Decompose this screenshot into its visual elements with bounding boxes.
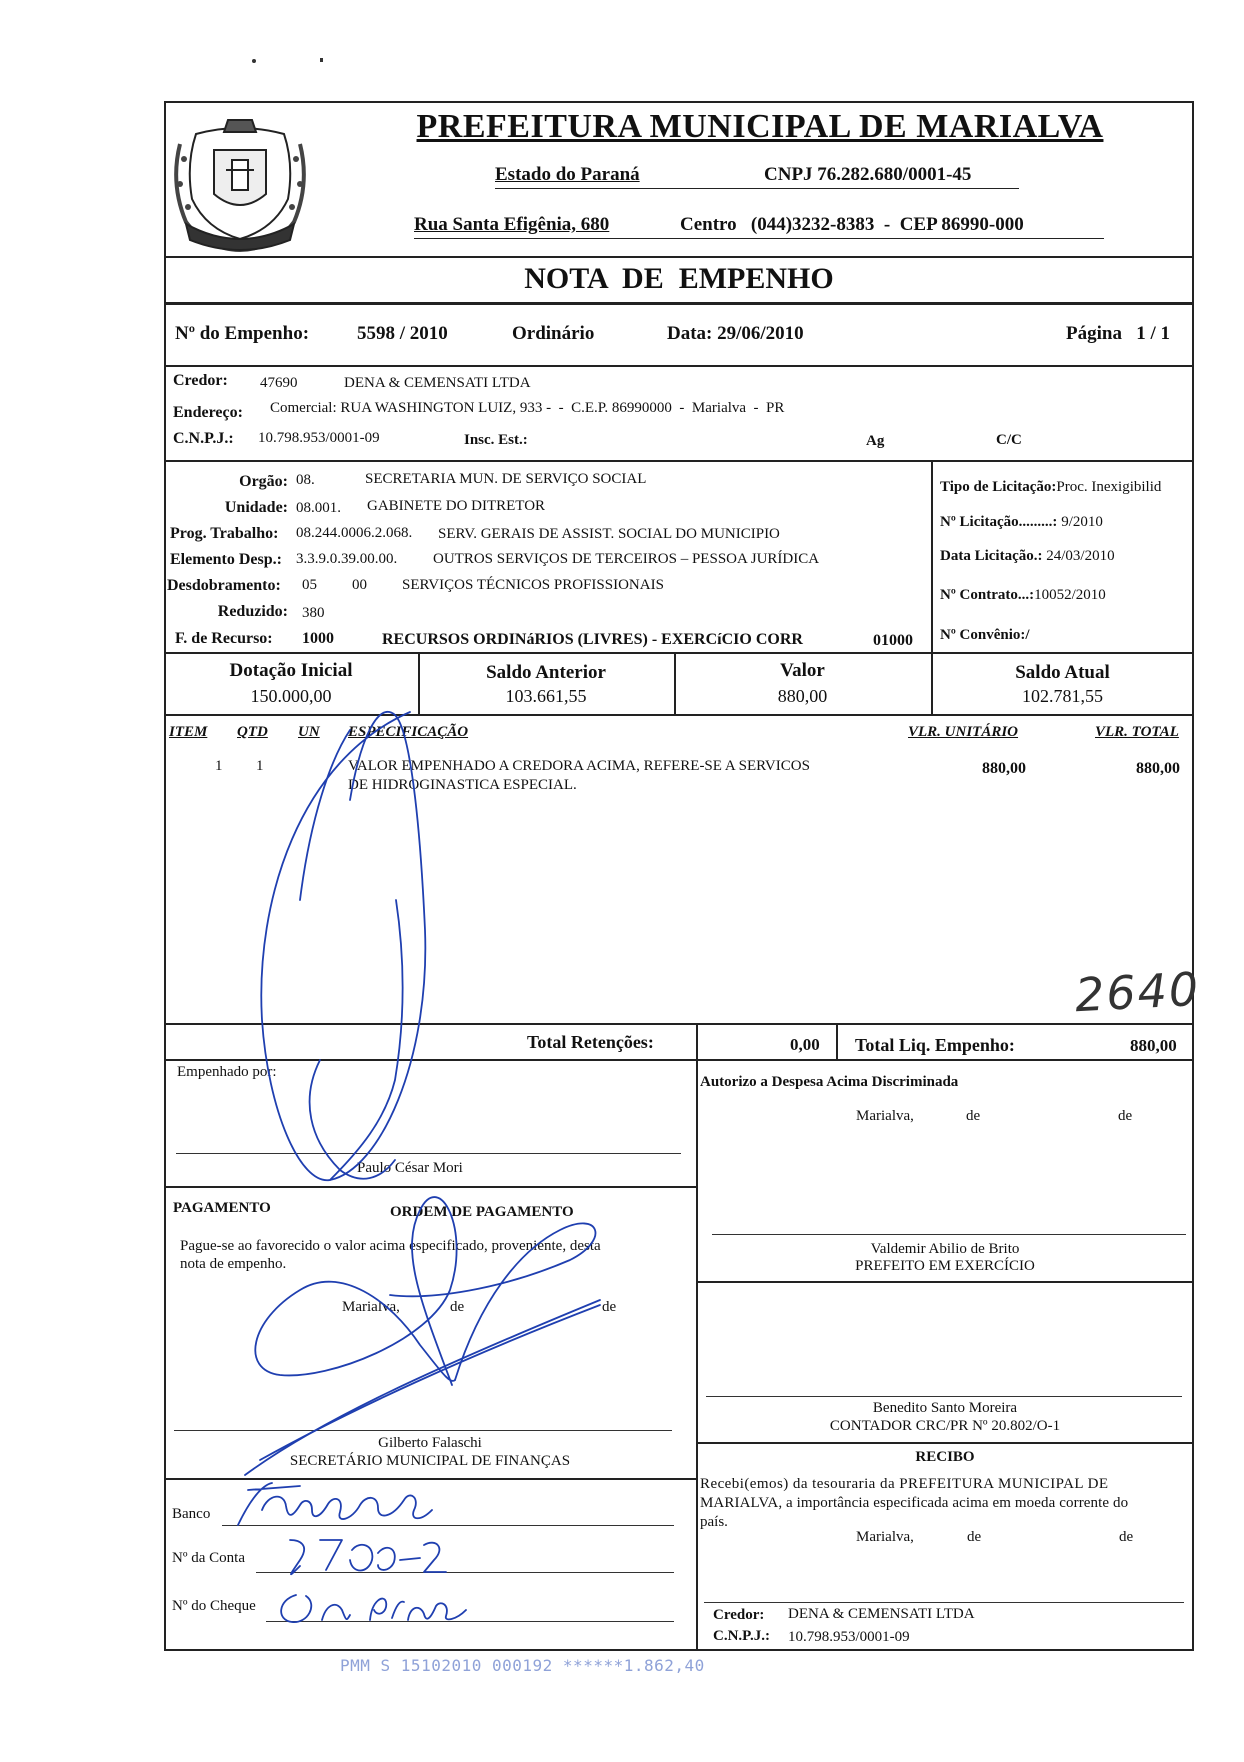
- numero-licitacao-value: 9/2010: [1061, 514, 1103, 530]
- banco-label: Banco: [172, 1506, 211, 1522]
- divider: [696, 1442, 1194, 1444]
- autorizo-de-2: de: [1118, 1108, 1133, 1124]
- empenhado-por-label: Empenhado por:: [177, 1064, 277, 1080]
- divider: [696, 1281, 1194, 1283]
- pagamento-de-1: de: [450, 1299, 465, 1315]
- address-underline: [414, 238, 1104, 239]
- handwritten-number: 2640: [1073, 961, 1202, 1023]
- signature-line: [706, 1396, 1182, 1397]
- cc-label: C/C: [996, 432, 1022, 448]
- empenho-number: 5598 / 2010: [357, 323, 448, 344]
- prefeito-title: PREFEITO EM EXERCÍCIO: [855, 1258, 1035, 1274]
- ordem-pagamento-label: ORDEM DE PAGAMENTO: [390, 1204, 574, 1220]
- contador-title: CONTADOR CRC/PR Nº 20.802/O-1: [829, 1418, 1061, 1434]
- item-unit-value: 880,00: [982, 760, 1026, 777]
- tipo-licitacao-label: [940, 479, 1161, 496]
- recibo-city: Marialva,: [856, 1529, 914, 1545]
- pagamento-text-line2: nota de empenho.: [180, 1256, 287, 1272]
- address-label: Endereço:: [173, 404, 243, 421]
- numero-convenio: Nº Convênio:/: [940, 627, 1030, 643]
- ag-label: Ag: [866, 433, 885, 449]
- street-address: Rua Santa Efigênia, 680: [414, 214, 610, 235]
- divider: [164, 365, 1194, 367]
- divider: [164, 256, 1194, 258]
- col-item-header: ITEM: [169, 724, 208, 740]
- credor-cnpj: 10.798.953/0001-09: [258, 430, 380, 446]
- autorizo-city: Marialva,: [856, 1108, 914, 1124]
- tipo-licitacao-caption: Tipo de Licitação:: [940, 479, 1057, 495]
- recurso-code: 1000: [302, 630, 334, 647]
- empenhado-signer: Paulo César Mori: [357, 1160, 463, 1176]
- saldo-anterior-value: 103.661,55: [505, 686, 587, 706]
- total-retencoes-label: Total Retenções:: [527, 1032, 654, 1052]
- pagamento-label: PAGAMENTO: [173, 1200, 271, 1216]
- col-vlr-unitario-header: VLR. UNITÁRIO: [908, 724, 1019, 740]
- signature-line: [712, 1234, 1186, 1235]
- desdobramento-code: 05: [302, 577, 317, 593]
- col-especificacao-header: ESPECIFICAÇÃO: [348, 724, 469, 740]
- unidade-name: GABINETE DO DITRETOR: [367, 498, 546, 514]
- divider: [164, 302, 1194, 305]
- recibo-cnpj-label: C.N.P.J.:: [713, 1628, 770, 1644]
- desdobramento-sub: 00: [352, 577, 367, 593]
- pagamento-city: Marialva,: [342, 1299, 400, 1315]
- item-number: 1: [215, 758, 223, 774]
- prog-trabalho-label: Prog. Trabalho:: [170, 525, 279, 542]
- divider: [164, 1186, 696, 1188]
- saldo-atual-value: 102.781,55: [1022, 686, 1103, 706]
- reduzido-value: 380: [302, 605, 325, 621]
- bank-stamp: PMM S 15102010 000192 ******1.862,40: [340, 1656, 705, 1675]
- cnpj-label: C.N.P.J.:: [173, 430, 234, 447]
- pagamento-text-line1: Pague-se ao favorecido o valor acima especificado, proveniente, desta: [180, 1238, 601, 1254]
- recibo-de-1: de: [967, 1529, 982, 1545]
- credor-name: DENA & CEMENSATI LTDA: [344, 375, 531, 391]
- empenho-number-label: Nº do Empenho:: [175, 323, 310, 344]
- divider: [836, 1023, 838, 1059]
- recurso-name: RECURSOS ORDINáRIOS (LIVRES) - EXERCíCIO CORR: [382, 631, 803, 648]
- divider: [164, 714, 1194, 716]
- divider: [164, 460, 1194, 462]
- document-title: NOTA DE EMPENHO: [524, 262, 834, 295]
- data-licitacao: [940, 548, 1115, 565]
- orgao-name: SECRETARIA MUN. DE SERVIÇO SOCIAL: [365, 471, 647, 487]
- signature-line: [704, 1602, 1184, 1603]
- cheque-line: [266, 1621, 674, 1622]
- divider: [164, 1059, 1194, 1061]
- prefeito-name: Valdemir Abilio de Brito: [870, 1241, 1020, 1257]
- data-licitacao-value: 24/03/2010: [1046, 548, 1115, 564]
- secretario-name: Gilberto Falaschi: [378, 1435, 482, 1451]
- divider: [696, 1059, 698, 1651]
- municipal-crest-logo: [166, 104, 314, 254]
- divider: [164, 652, 1194, 654]
- recibo-text-line1: Recebi(emos) da tesouraria da PREFEITURA MUNICIPAL DE: [700, 1476, 1109, 1492]
- signature-line: [174, 1430, 672, 1431]
- divider: [696, 1023, 698, 1059]
- saldo-anterior-label: Saldo Anterior: [486, 662, 606, 683]
- state-name: Estado do Paraná: [495, 164, 640, 185]
- dotacao-value: 150.000,00: [250, 686, 332, 706]
- signature-line: [176, 1153, 681, 1154]
- conta-label: Nº da Conta: [172, 1550, 245, 1566]
- divider: [164, 1023, 1194, 1025]
- secretario-title: SECRETÁRIO MUNICIPAL DE FINANÇAS: [289, 1453, 571, 1469]
- recibo-cnpj: 10.798.953/0001-09: [788, 1629, 910, 1645]
- pagamento-de-2: de: [602, 1299, 617, 1315]
- elemento-code: 3.3.9.0.39.00.00.: [296, 551, 398, 567]
- empenho-type: Ordinário: [512, 323, 595, 344]
- cnpj-prefeitura: CNPJ 76.282.680/0001-45: [764, 164, 972, 185]
- municipality-title: PREFEITURA MUNICIPAL DE MARIALVA: [416, 108, 1104, 145]
- data-licitacao-caption: Data Licitação.:: [940, 548, 1043, 564]
- total-liquido-label: Total Liq. Empenho:: [855, 1035, 1015, 1055]
- recurso-label: F. de Recurso:: [175, 630, 273, 647]
- recibo-text-line2: MARIALVA, a importância especificada acima em moeda corrente do: [700, 1495, 1129, 1511]
- credor-address: Comercial: RUA WASHINGTON LUIZ, 933 - - C.E.P. 86990000 - Marialva - PR: [270, 400, 785, 416]
- district-phone-cep: Centro (044)3232-8383 - CEP 86990-000: [680, 214, 1024, 235]
- elemento-label: Elemento Desp.:: [170, 551, 282, 568]
- prog-trabalho-name: SERV. GERAIS DE ASSIST. SOCIAL DO MUNICIPIO: [438, 526, 780, 542]
- reduzido-label: Reduzido:: [217, 603, 288, 620]
- recibo-text-line3: país.: [700, 1514, 728, 1530]
- autorizo-de-1: de: [966, 1108, 981, 1124]
- divider: [164, 1478, 696, 1480]
- item-qtd: 1: [256, 758, 264, 774]
- credor-code: 47690: [260, 375, 298, 391]
- orgao-code: 08.: [296, 472, 315, 488]
- numero-contrato-caption: Nº Contrato...:: [940, 587, 1035, 603]
- unidade-label: Unidade:: [224, 499, 288, 516]
- contador-name: Benedito Santo Moreira: [872, 1400, 1018, 1416]
- unidade-code: 08.001.: [296, 500, 341, 516]
- total-liquido-value: 880,00: [1130, 1036, 1177, 1055]
- prog-trabalho-code: 08.244.0006.2.068.: [296, 525, 413, 541]
- scan-speck: [320, 58, 323, 62]
- cheque-label: Nº do Cheque: [172, 1598, 256, 1614]
- item-description-line1: VALOR EMPENHADO A CREDORA ACIMA, REFERE-SE A SERVICOS: [348, 758, 810, 774]
- item-description-line2: DE HIDROGINASTICA ESPECIAL.: [348, 777, 577, 793]
- saldo-atual-label: Saldo Atual: [1015, 662, 1110, 683]
- scan-speck: [252, 59, 256, 63]
- insc-est-label: Insc. Est.:: [464, 432, 528, 448]
- item-total-value: 880,00: [1136, 760, 1180, 777]
- numero-contrato: [940, 587, 1106, 604]
- empenho-date: Data: 29/06/2010: [667, 323, 804, 344]
- desdobramento-name: SERVIÇOS TÉCNICOS PROFISSIONAIS: [402, 577, 664, 593]
- recibo-de-2: de: [1119, 1529, 1134, 1545]
- recibo-label: RECIBO: [915, 1449, 975, 1465]
- tipo-licitacao-value: Proc. Inexigibilid: [1056, 479, 1162, 495]
- recibo-credor-label: Credor:: [713, 1607, 765, 1623]
- header-underline: [495, 188, 1019, 189]
- valor-value: 880,00: [777, 686, 828, 706]
- orgao-label: Orgão:: [239, 473, 288, 490]
- valor-label: Valor: [780, 660, 825, 681]
- elemento-name: OUTROS SERVIÇOS DE TERCEIROS – PESSOA JURÍDICA: [433, 551, 820, 567]
- autorizo-label: Autorizo a Despesa Acima Discriminada: [700, 1074, 959, 1090]
- col-vlr-total-header: VLR. TOTAL: [1095, 724, 1179, 740]
- recibo-credor-name: DENA & CEMENSATI LTDA: [788, 1606, 975, 1622]
- numero-contrato-value: 10052/2010: [1034, 587, 1106, 603]
- credor-label: Credor:: [173, 372, 228, 389]
- col-qtd-header: QTD: [237, 724, 268, 740]
- banco-line: [222, 1525, 674, 1526]
- numero-licitacao-caption: Nº Licitação.........:: [940, 514, 1058, 530]
- page-number: Página 1 / 1: [1066, 323, 1170, 344]
- total-retencoes-value: 0,00: [790, 1035, 820, 1054]
- dotacao-label: Dotação Inicial: [229, 660, 353, 681]
- divider: [931, 460, 933, 652]
- recurso-code-2: 01000: [873, 632, 913, 649]
- desdobramento-label: Desdobramento:: [167, 577, 281, 594]
- numero-licitacao: [940, 514, 1103, 531]
- conta-line: [256, 1572, 674, 1573]
- col-un-header: UN: [298, 724, 320, 740]
